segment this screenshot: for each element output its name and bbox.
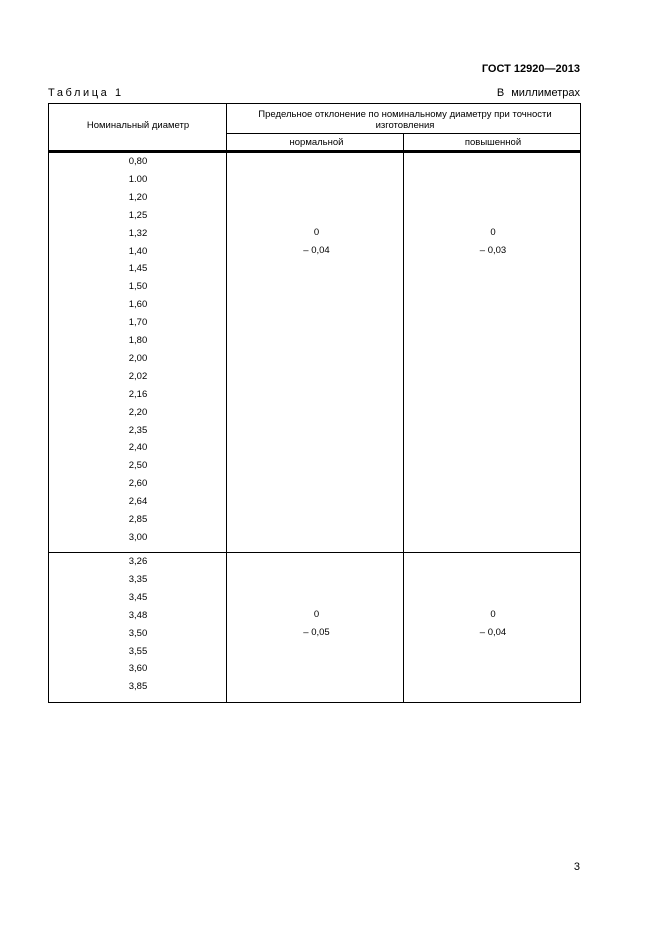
diameter-cell: 2,35 — [128, 424, 148, 436]
diameter-cell: 1,80 — [128, 335, 148, 346]
diameter-cell: 2,40 — [128, 442, 148, 454]
diameter-cell: 3,85 — [128, 681, 148, 693]
diameter-cell: 3,26 — [128, 556, 148, 567]
diameter-cell: 2,02 — [128, 370, 148, 382]
header-deviation: Предельное отклонение по номинальному диаметру при точности изготовления — [258, 109, 552, 131]
diameter-cell: 1,32 — [128, 227, 148, 239]
diameter-cell: 3,55 — [128, 645, 148, 657]
diameter-cell: 1,70 — [128, 317, 148, 329]
group-separator — [49, 552, 580, 553]
diameter-cell: 1,45 — [128, 263, 148, 275]
diameter-cell: 3,50 — [128, 627, 148, 639]
diameter-cell: 2,64 — [128, 496, 148, 508]
group1-high-upper: 0 — [490, 227, 496, 238]
diameter-cell: 3,60 — [128, 663, 148, 675]
group2-high-upper: 0 — [490, 609, 496, 620]
diameter-cell: 1.00 — [128, 173, 148, 185]
diameter-cell: 0,80 — [128, 156, 148, 167]
diameter-cell: 3,35 — [128, 573, 148, 585]
diameter-cell: 3,00 — [128, 531, 148, 543]
diameter-cell: 1,60 — [128, 299, 148, 311]
diameter-cell: 1,50 — [128, 281, 148, 293]
group1-normal-upper: 0 — [313, 227, 320, 238]
standard-number: ГОСТ 12920—2013 — [481, 63, 580, 75]
page-number: 3 — [573, 861, 580, 873]
group2-normal-lower: – 0,05 — [303, 627, 330, 638]
diameter-cell: 1,25 — [128, 209, 148, 221]
header-subdivider — [227, 133, 580, 134]
group2-normal-upper: 0 — [313, 609, 320, 620]
diameter-cell: 3,45 — [128, 591, 148, 603]
diameter-cell: 3,48 — [128, 609, 148, 621]
diameter-cell: 2,85 — [128, 514, 148, 525]
header-high: повышенной — [464, 137, 522, 148]
header-normal: нормальной — [289, 137, 344, 148]
diameter-cell: 1,40 — [128, 245, 148, 257]
group1-normal-lower: – 0,04 — [303, 245, 330, 256]
group1-high-lower: – 0,03 — [479, 245, 507, 256]
diameter-cell: 2,50 — [128, 460, 148, 472]
table-caption: Таблица 1 — [48, 87, 124, 99]
diameter-cell: 2,00 — [128, 352, 148, 364]
diameter-cell: 2,20 — [128, 406, 148, 418]
diameter-cell: 1,20 — [128, 191, 148, 203]
units-note: В миллиметрах — [496, 87, 580, 99]
tolerance-table — [48, 103, 581, 703]
diameter-cell: 2,60 — [128, 478, 148, 490]
group2-high-lower: – 0,04 — [479, 627, 507, 638]
header-nominal-diameter: Номинальный диаметр — [86, 120, 190, 131]
diameter-cell: 2,16 — [128, 388, 148, 400]
header-separator — [49, 150, 580, 153]
